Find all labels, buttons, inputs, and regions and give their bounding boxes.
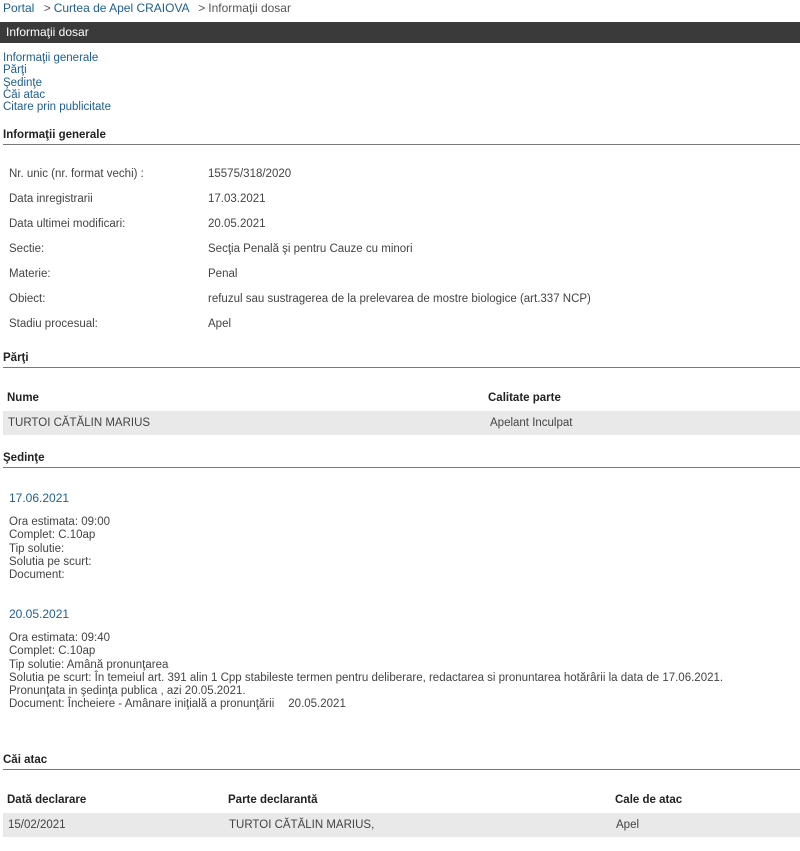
hearing-solution-type: Tip solutie: Amână pronunţarea bbox=[9, 658, 169, 671]
hearing-document bbox=[9, 698, 779, 711]
info-value: Secţia Penală şi pentru Cauze cu minori bbox=[208, 243, 413, 255]
column-header-appeal-type: Cale de atac bbox=[615, 794, 683, 806]
column-header-declaring-party: Parte declarantă bbox=[228, 794, 318, 806]
nav-link-general-info[interactable]: Informaţii generale bbox=[3, 52, 99, 64]
appeal-type: Apel bbox=[616, 819, 640, 831]
page-title: Informaţii dosar bbox=[6, 25, 89, 39]
hearing-document-label: Document: Încheiere - Amânare iniţială a pronunţării bbox=[9, 698, 275, 711]
info-value: Apel bbox=[208, 318, 232, 330]
hearing-details bbox=[9, 516, 779, 582]
party-role: Apelant Inculpat bbox=[490, 417, 573, 429]
hearing-solution-summary: Solutia pe scurt: În temeiul art. 391 alin 1 Cpp stabileste termen pentru deliberare, redactarea si pronuntarea hotărârii la data de 17.06.2021. Pronunţata in şedinţa publica , azi 20.05.2021. bbox=[9, 671, 724, 698]
section-heading-general: Informaţii generale bbox=[3, 129, 800, 145]
info-value: refuzul sau sustragerea de la prelevarea de mostre biologice (art.337 NCP) bbox=[208, 293, 591, 305]
breadcrumb-portal-link[interactable]: Portal bbox=[3, 1, 35, 15]
hearing-date: 17.06.2021 bbox=[9, 491, 70, 505]
hearing-details bbox=[9, 632, 779, 712]
section-heading-parties: Părţi bbox=[3, 352, 800, 368]
hearing-solution-summary: Solutia pe scurt: bbox=[9, 555, 92, 568]
breadcrumb-court-link[interactable]: Curtea de Apel CRAIOVA bbox=[53, 1, 189, 15]
info-label: Materie: bbox=[9, 268, 51, 280]
info-label: Nr. unic (nr. format vechi) : bbox=[9, 168, 144, 180]
info-label: Stadiu procesual: bbox=[9, 318, 98, 330]
table-row bbox=[3, 813, 800, 837]
info-label: Data ultimei modificari: bbox=[9, 218, 126, 230]
info-label: Obiect: bbox=[9, 293, 46, 305]
info-label: Sectie: bbox=[9, 243, 45, 255]
info-value: 20.05.2021 bbox=[208, 218, 266, 230]
hearing-time: Ora estimata: 09:40 bbox=[9, 632, 110, 644]
info-value: Penal bbox=[208, 268, 238, 280]
nav-link-hearings[interactable]: Şedinţe bbox=[3, 76, 43, 89]
hearing-document-date: 20.05.2021 bbox=[288, 698, 346, 711]
info-value: 15575/318/2020 bbox=[208, 168, 292, 180]
breadcrumb-separator: > bbox=[43, 1, 51, 15]
hearing-panel: Complet: C.10ap bbox=[9, 645, 96, 658]
page-title-bar bbox=[0, 22, 800, 43]
breadcrumb-separator: > bbox=[198, 1, 206, 15]
hearing-time: Ora estimata: 09:00 bbox=[9, 516, 110, 528]
section-heading-hearings: Şedinţe bbox=[3, 452, 800, 468]
column-header-declaration-date: Dată declarare bbox=[7, 794, 87, 806]
column-header-role: Calitate parte bbox=[488, 392, 561, 404]
table-row bbox=[3, 411, 800, 435]
appeal-party: TURTOI CĂTĂLIN MARIUS, bbox=[229, 819, 375, 831]
info-label: Data inregistrarii bbox=[9, 193, 93, 205]
section-nav bbox=[3, 52, 111, 113]
hearing-document-label: Document: bbox=[9, 569, 65, 582]
nav-link-appeals[interactable]: Căi atac bbox=[3, 88, 46, 101]
hearing-panel: Complet: C.10ap bbox=[9, 529, 96, 542]
appeal-date: 15/02/2021 bbox=[8, 819, 66, 831]
breadcrumb bbox=[3, 1, 291, 15]
column-header-name: Nume bbox=[7, 392, 39, 404]
nav-link-parties[interactable]: Părţi bbox=[3, 64, 27, 77]
hearing-solution-type: Tip solutie: bbox=[9, 542, 65, 555]
hearing-document bbox=[9, 569, 779, 582]
nav-link-public-summons[interactable]: Citare prin publicitate bbox=[3, 101, 112, 114]
breadcrumb-current: Informaţii dosar bbox=[208, 1, 291, 15]
section-heading-appeals: Căi atac bbox=[3, 754, 800, 770]
info-value: 17.03.2021 bbox=[208, 193, 266, 205]
party-name: TURTOI CĂTĂLIN MARIUS bbox=[8, 417, 151, 429]
hearing-date: 20.05.2021 bbox=[9, 607, 70, 621]
